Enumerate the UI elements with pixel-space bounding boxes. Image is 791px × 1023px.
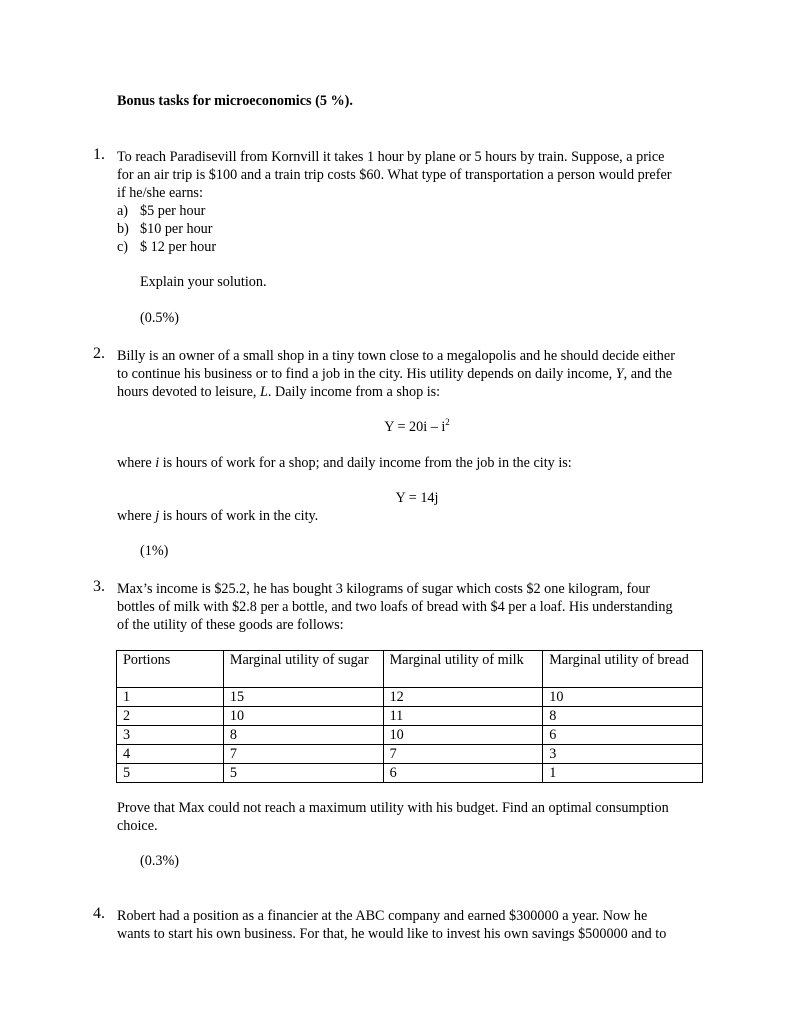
- q2-line2-mid: , and the: [623, 366, 673, 382]
- question-3-line-2: bottles of milk with $2.8 per a bottle, and two loafs of bread with $4 per a loaf. His understanding: [117, 599, 673, 615]
- q2-line2-text: to continue his business or to find a job in the city. His utility depends on daily income,: [117, 366, 613, 382]
- where1-a: where: [117, 455, 152, 471]
- formula-1-text: Y = 20i – i: [384, 419, 446, 435]
- q2-line3-b: . Daily income from a shop is:: [267, 384, 441, 400]
- table-cell: 7: [223, 745, 383, 764]
- table-row: [117, 745, 703, 764]
- header-bread: Marginal utility of bread: [543, 651, 703, 688]
- table-cell: 15: [223, 688, 383, 707]
- question-2-line-2: [117, 365, 737, 383]
- table-cell: 12: [383, 688, 543, 707]
- question-3-line-1: Max’s income is $25.2, he has bought 3 kilograms of sugar which costs $2 one kilogram, four: [117, 581, 651, 597]
- table-cell: 8: [543, 707, 703, 726]
- question-1-instruction: Explain your solution.: [140, 274, 267, 290]
- q2-line3-a: hours devoted to leisure,: [117, 384, 257, 400]
- table-cell: 5: [117, 764, 224, 783]
- option-b-label: b): [117, 221, 129, 237]
- question-3-number: 3.: [93, 578, 105, 595]
- question-3-prove-line-1: Prove that Max could not reach a maximum utility with his budget. Find an optimal consumption: [117, 800, 669, 816]
- table-cell: 3: [117, 726, 224, 745]
- formula-city-income: Y = 14j: [395, 490, 439, 506]
- formula-1-exponent: 2: [445, 417, 450, 427]
- question-4-line-1: Robert had a position as a financier at the ABC company and earned $300000 a year. Now he: [117, 908, 648, 924]
- table-cell: 6: [543, 726, 703, 745]
- table-cell: 1: [543, 764, 703, 783]
- option-b-text: $10 per hour: [140, 221, 213, 237]
- table-cell: 10: [383, 726, 543, 745]
- question-2-number: 2.: [93, 345, 105, 362]
- question-4-line-2: wants to start his own business. For that, he would like to invest his own savings $500000 and to: [117, 926, 667, 942]
- header-sugar: Marginal utility of sugar: [223, 651, 383, 688]
- table-row: [117, 688, 703, 707]
- header-portions: Portions: [117, 651, 224, 688]
- page-title: Bonus tasks for microeconomics (5 %).: [117, 93, 353, 109]
- question-2-where-2: [117, 507, 737, 525]
- question-3-weight: (0.3%): [140, 853, 180, 869]
- table-cell: 10: [223, 707, 383, 726]
- table-row: [117, 764, 703, 783]
- option-a-label: a): [117, 203, 129, 219]
- table-cell: 4: [117, 745, 224, 764]
- where1-b: is hours of work for a shop; and daily income from the job in the city is:: [162, 455, 572, 471]
- question-3-prove-line-2: choice.: [117, 818, 158, 834]
- variable-i: i: [155, 455, 160, 471]
- where2-a: where: [117, 508, 152, 524]
- table-cell: 11: [383, 707, 543, 726]
- question-2-weight: (1%): [140, 543, 169, 559]
- table-cell: 10: [543, 688, 703, 707]
- table-cell: 8: [223, 726, 383, 745]
- table-cell: 6: [383, 764, 543, 783]
- question-2-line-3: [117, 383, 737, 401]
- option-c-label: c): [117, 239, 129, 255]
- variable-y: Y: [615, 366, 624, 382]
- question-4-number: 4.: [93, 905, 105, 922]
- table-cell: 7: [383, 745, 543, 764]
- table-row: [117, 707, 703, 726]
- question-1-line-1: To reach Paradisevill from Kornvill it takes 1 hour by plane or 5 hours by train. Suppose, a price: [117, 149, 665, 165]
- table-header-row: [117, 651, 703, 688]
- question-2-where-1: [117, 454, 737, 472]
- question-1-line-3: if he/she earns:: [117, 185, 203, 201]
- option-a-text: $5 per hour: [140, 203, 206, 219]
- table-cell: 1: [117, 688, 224, 707]
- option-c-text: $ 12 per hour: [140, 239, 217, 255]
- question-1-line-2: for an air trip is $100 and a train trip costs $60. What type of transportation a person would prefer: [117, 167, 672, 183]
- table-cell: 2: [117, 707, 224, 726]
- utility-table: [116, 650, 703, 783]
- variable-j: j: [155, 508, 160, 524]
- variable-l: L: [260, 384, 268, 400]
- table-row: [117, 726, 703, 745]
- question-1-number: 1.: [93, 146, 105, 163]
- where2-b: is hours of work in the city.: [162, 508, 319, 524]
- table-cell: 3: [543, 745, 703, 764]
- question-2-line-1: Billy is an owner of a small shop in a tiny town close to a megalopolis and he should decide either: [117, 348, 675, 364]
- question-3-line-3: of the utility of these goods are follows:: [117, 617, 344, 633]
- formula-shop-income: [117, 418, 717, 436]
- header-milk: Marginal utility of milk: [383, 651, 543, 688]
- table-cell: 5: [223, 764, 383, 783]
- question-1-weight: (0.5%): [140, 310, 180, 326]
